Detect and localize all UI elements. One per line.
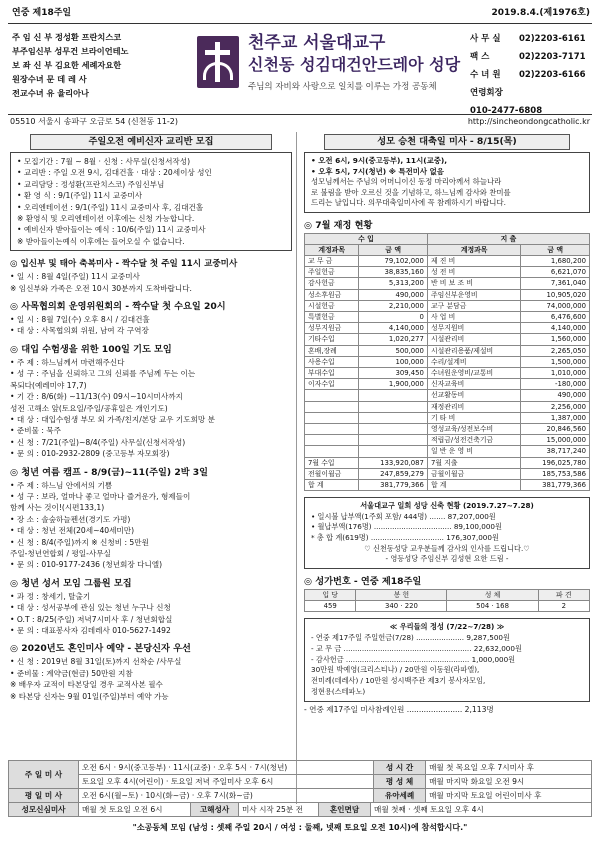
- contact-item: 연령회장 010-2477-6808: [470, 88, 543, 116]
- offering-box: ≪ 우리들의 정성 (7/22~7/28) ≫ - 연중 제17주일 주일헌금(7/28) ..................... 9,287,500원 - 교 무 금 ........................................................ 22,632,000원 - 감사헌금 ...................................................... 1,000,000원 30만원 박예영(크리스티나) / 20만원 이동원(라파엘), 전미례(데레사) / 10만원 성시백주관 제3기 봉사자모임, 정현용(스테파노): [304, 618, 590, 702]
- finance-row: 부대수입 309,450 수녀원운영비/교통비 1,010,000: [305, 367, 590, 378]
- mass-schedule-table: 주 일 미 사 오전 6시 · 9시(중고등부) · 11시(교중) · 오후 5시 · 7시(청년) 성 시 간 매월 첫 목요일 오후 7시미사 후 토요일 오후 4시(어린이) · 토요일 저녁 주일미사 오후 6시 평 성 체 매월 마지막 화요일 오전 9시 평 일 미 사 오전 6시(월~토) · 10시(화~금) · 오후 7시(화~금) 유아세례 매월 마지막 토요일 어린이미사 후: [8, 760, 592, 803]
- finance-row: 기 타 비 1,387,000: [305, 412, 590, 423]
- donation-box: 서울대교구 일회 성당 신축 현황 (2019.7.27~7.28) • 일시불 납부액(1주회 포함/ 444명) ....... 87,207,000원 • 월납부액(176명) .................................. 89,100,000원 * 총 합 계(619명) ................................ 176,307,000원 ♡ 신천동성당 교우분들께 감사의 인사를 드립니다.♡ - 영등성당 주임신부 김성현 요한 드림 -: [304, 497, 590, 569]
- pregnancy-mass-title: ◎ 입신부 및 태아 축복미사 - 짝수달 첫 주일 11시 교중미사: [10, 259, 238, 270]
- finance-row: 선교활동비 490,000: [305, 390, 590, 401]
- finance-row: 적립금/성전건축기금 15,000,000: [305, 435, 590, 446]
- staff-item: 주 임 신 부 정성환 프란치스코: [12, 32, 122, 42]
- finance-row: 이자수입 1,900,000 신자교육비 -180,000: [305, 379, 590, 390]
- hymn-title: ◎ 성가번호 - 연중 제18주일: [304, 575, 422, 587]
- catechumen-title: 주일오전 예비신자 교리반 모집: [30, 134, 272, 150]
- finance-row: 기타수입 1,020,277 시설관리비 1,560,000: [305, 334, 590, 345]
- homepage-link[interactable]: http://sincheondongcatholic.kr: [467, 117, 590, 126]
- parish-title-line2: 신천동 성김대건안드레아 성당: [248, 55, 461, 74]
- finance-row: 일 반 운 영 비 38,717,240: [305, 446, 590, 457]
- finance-row: 사용수입 100,000 수리/설계비 1,500,000: [305, 356, 590, 367]
- finance-row: 합 계 381,779,366 합 계 381,779,366: [305, 479, 590, 490]
- assumption-box: • 오전 6시, 9시(중고등부), 11시(교중), • 오후 5시, 7시(청년) ※ 특전미사 없음 성모님께서는 주님의 어머니이신 동정 마리아께서 하늘나라 로 불림을 받아 오르신 것을 기념하고, 하느님께 감사와 찬미를 드리는 날입니다. 의무대축일미사에 꼭 참례하시기 바랍니다.: [304, 152, 590, 213]
- finance-row: 성무지원금 4,140,000 성무지원비 4,140,000: [305, 323, 590, 334]
- contact-item: 사 무 실 02)2203-6161: [470, 34, 586, 44]
- address-text: 05510 서울시 송파구 오금로 54 (신천동 11-2): [10, 117, 179, 126]
- youth-camp-title: ◎ 청년 여름 캠프 - 8/9(금)~11(주일) 2박 3일: [10, 466, 209, 478]
- staff-item: 원장수녀 문 데 레 사: [12, 74, 87, 84]
- column-divider: [296, 132, 297, 804]
- contact-item: 수 녀 원 02)2203-6166: [470, 70, 586, 80]
- hymn-table: 입 당 봉 헌 성 체 파 견 459 340 · 220 504 · 168 2: [304, 589, 590, 612]
- bible-group-title: ◎ 청년 성서 모임 그룹원 모집: [10, 577, 132, 589]
- council-meeting-title: ◎ 사목협의회 운영위원회의 - 짝수달 첫 수요일 20시: [10, 301, 226, 313]
- finance-row: 시설헌금 2,210,000 교구 분담금 74,000,000: [305, 300, 590, 311]
- finance-row: 교 무 금 79,102,000 제 진 비 1,680,200: [305, 255, 590, 266]
- staff-list: [12, 30, 192, 100]
- issue-line: [12, 6, 590, 22]
- parish-title: [248, 32, 468, 76]
- finance-row: 혼배,장례 500,000 시설관리용품/제설비 2,265,050: [305, 345, 590, 356]
- parish-motto: 주님의 자비와 사랑으로 일치를 이루는 가정 공동체: [248, 82, 437, 92]
- finance-row: 전월이월금 247,859,279 금월이월금 185,753,586: [305, 468, 590, 479]
- finance-row: 감사헌금 5,313,200 반 비 보 조 비 7,361,040: [305, 278, 590, 289]
- mass-schedule: [8, 760, 592, 833]
- staff-item: 부주임신부 성무건 브라이언테노: [12, 46, 129, 56]
- small-community-note: "소공동체 모임 (남성 : 셋째 주일 20시 / 여성 : 둘째, 넷째 토요일 오전 10시)에 참석합시다.": [132, 823, 468, 832]
- issue-sunday: 연중 제18주일: [12, 8, 72, 18]
- right-column: 성모 승천 대축일 미사 - 8/15(목) • 오전 6시, 9시(중고등부), 11시(교중), • 오후 5시, 7시(청년) ※ 특전미사 없음 성모님께서는 주님의 어머니이신 동정 마리아께서 하늘나라 로 불림을 받아 오르신 것을 기념하고, 하느님께 감사와 찬미를 드리는 날입니다. 의무대축일미사에 꼭 참례하시기 바랍니다. ◎ 7월 재정 현황 수 입 지 출 계정과목 금 액 계정과목 금 액 교 무 금 79,102,000 제 진 비 1,680,200 주일헌금 38,835,160 성 전 비 6,621,070 감사헌금 5,313,200 반 비 보 조 비 7,361,040 성소후원금 490,000 주임신부운영비 10,905,020 시설헌금 2,210,000 교구 분담금 74,000,000 특별헌금 0 사 업 비 6,476,600 성무지원금 4,140,000 성무지원비 4,140,000 기타수입 1,020,277 시설관리비 1,560,000 혼배,장례 500,000 시설관리용품/제설비 2,265,050 사용수입 100,000 수리/설계비 1,500,000 부대수입 309,450 수녀원운영비/교통비 1,010,000 이자수입 1,900,000 신자교육비 -180,000 선교활동비 490,000 재정관리비 2,256,000 기 타 비 1,387,000 영성교육/성전보수비 20,846,560 적립금/성전건축기금 15,000,000 일 반 운 영 비 38,717,240 7월 수입 133,920,087 7월 지출 196,025,780 전월이월금 247,859,279 금월이월금 185,753,586 합 계 381,779,366 합 계 381,779,366 서울대교구 일회 성당 신축 현황 (2019.7.27~7.28) • 일시불 납부액(1주회 포함/ 444명) ....... 87,207,000원 • 월납부액(176명) .................................. 89,100,000원 * 총 합 계(619명) ................................ 176,307,000원 ♡ 신천동성당 교우분들께 감사의 인사를 드립니다.♡ - 영등성당 주임신부 김성현 요한 드림 - ◎ 성가번호 - 연중 제18주일 입 당 봉 헌 성 체 파 견 459 340 · 220 504 · 168 2 ≪ 우리들의 정성 (7/22~7/28) ≫ - 연중 제17주일 주일헌금(7/28) ..................... 9,287,500원 - 교 무 금 ........................................................ 22,632,000원 - 감사헌금 ...................................................... 1,000,000원 30만원 박예영(크리스티나) / 20만원 이동원(라파엘), 전미례(데레사) / 10만원 성시백주관 제3기 봉사자모임, 정현용(스테파노) - 연중 제17주일 미사참례인원 ....................... 2,113명: [304, 134, 590, 715]
- contact-item: 팩 스 02)2203-7171: [470, 52, 586, 62]
- address-line: [10, 117, 590, 127]
- left-column: 주일오전 예비신자 교리반 모집 • 모집기간 : 7월 ~ 8월 · 신청 : 사무실(신청서작성) • 교리반 : 주일 오전 9시, 김대건홀 · 대상 : 20세이상 성인 • 교리담당 : 정성환(프란치스코) 주임신부님 • 환 영 식 : 9/1(주일) 11시 교중미사 • 오리엔테이션 : 9/1(주일) 11시 교중미사 후, 김대건홀 ※ 환영식 및 오리엔테이션 이후에는 신청 가능합니다. • 예비신자 받아들이는 예식 : 10/6(주일) 11시 교중미사 ※ 받아들이는예식 이후에는 들어오실 수 없습니다. ◎ 입신부 및 태아 축복미사 - 짝수달 첫 주일 11시 교중미사 • 일 시 : 8월 4일(주일) 11시 교중미사 ※ 임신부와 가족은 오전 10시 30분까지 도착바랍니다. ◎ 사목협의회 운영위원회의 - 짝수달 첫 수요일 20시 • 일 시 : 8월 7일(수) 오후 8시 / 김대건홀 • 대 상 : 사목협의회 위원, 남여 각 구역장 ◎ 대입 수험생을 위한 100일 기도 모임 • 주 제 : 하느님께서 마련해주신다 • 성 구 : 주님을 신뢰하고 그의 신뢰를 주님께 두는 이는 복되다(예레미야 17,7) • 기 간 : 8/6(화) ~11/13(수) 09시~10시미사까지 성전 고해소 앞(토요일/주일/공휴일은 개인기도) • 대 상 : 대입수험생 부모 외 가족/친지/본당 교우 기도희망 분 • 준비물 : 묵주 • 신 청 : 7/21(주일)~8/4(주일) 사무실(신청서작성) • 문 의 : 010-2932-2809 (중고등부 자모회장) ◎ 청년 여름 캠프 - 8/9(금)~11(주일) 2박 3일 • 주 제 : 하느님 안에서의 기쁨 • 성 구 : 보라, 얼마나 좋고 얼마나 즐거운가, 형제들이 함께 사는 것이!(시편133,1) • 장 소 : 솔숲하늘펜션(경기도 가평) • 대 상 : 청년 전체(20세~40세미만) • 신 청 : 8/4(주일)까지 ※ 신청비 : 5만원 주일-청년연합회 / 평일-사무실 • 문 의 : 010-9177-2436 (청년회장 다니엘) ◎ 청년 성서 모임 그룹원 모집 • 과 정 : 창세기, 탈출기 • 대 상 : 성서공부에 관심 있는 청년 누구나 신청 • O.T : 8/25(주일) 저녁7시미사 후 / 청년회합실 • 문 의 : 대표봉사자 김데레사 010-5627-1492 ◎ 2020년도 혼인미사 예약 - 본당신자 우선 • 신 청 : 2019년 8월 31일(토)까지 선착순 /사무실 • 준비물 : 계약금(현금) 50만원 지참 ※ 배우자 교적이 타본당일 경우 교적사본 필수 ※ 타본당 신자는 9월 01일(주일)부터 예약 가능: [10, 134, 292, 702]
- finance-row: 주일헌금 38,835,160 성 전 비 6,621,070: [305, 267, 590, 278]
- finance-row: 성소후원금 490,000 주임신부운영비 10,905,020: [305, 289, 590, 300]
- assumption-title: 성모 승천 대축일 미사 - 8/15(목): [324, 134, 570, 150]
- finance-title: ◎ 7월 재정 현황: [304, 219, 373, 231]
- finance-row: 7월 수입 133,920,087 7월 지출 196,025,780: [305, 457, 590, 468]
- finance-row: 영성교육/성전보수비 20,846,560: [305, 423, 590, 434]
- finance-table: 수 입 지 출 계정과목 금 액 계정과목 금 액 교 무 금 79,102,000 제 진 비 1,680,200 주일헌금 38,835,160 성 전 비 6,621,070 감사헌금 5,313,200 반 비 보 조 비 7,361,040 성소후원금 490,000 주임신부운영비 10,905,020 시설헌금 2,210,000 교구 분담금 74,000,000 특별헌금 0 사 업 비 6,476,600 성무지원금 4,140,000 성무지원비 4,140,000 기타수입 1,020,277 시설관리비 1,560,000 혼배,장례 500,000 시설관리용품/제설비 2,265,050 사용수입 100,000 수리/설계비 1,500,000 부대수입 309,450 수녀원운영비/교통비 1,010,000 이자수입 1,900,000 신자교육비 -180,000 선교활동비 490,000 재정관리비 2,256,000 기 타 비 1,387,000 영성교육/성전보수비 20,846,560 적립금/성전건축기금 15,000,000 일 반 운 영 비 38,717,240 7월 수입 133,920,087 7월 지출 196,025,780 전월이월금 247,859,279 금월이월금 185,753,586 합 계 381,779,366 합 계 381,779,366: [304, 233, 590, 492]
- issue-date: 2019.8.4.(제1976호): [491, 8, 590, 18]
- contact-list: [470, 30, 590, 120]
- header: [8, 23, 592, 115]
- finance-row: 특별헌금 0 사 업 비 6,476,600: [305, 311, 590, 322]
- exam-prayer-title: ◎ 대입 수험생을 위한 100일 기도 모임: [10, 343, 172, 355]
- parish-logo: [197, 36, 239, 88]
- staff-item: 전교수녀 유 율리아나: [12, 88, 89, 98]
- wedding-reservation-title: ◎ 2020년도 혼인미사 예약 - 본당신자 우선: [10, 643, 191, 655]
- parish-title-line1: 천주교 서울대교구: [248, 33, 386, 53]
- catechumen-box: • 모집기간 : 7월 ~ 8월 · 신청 : 사무실(신청서작성) • 교리반 : 주일 오전 9시, 김대건홀 · 대상 : 20세이상 성인 • 교리담당 : 정성환(프란치스코) 주임신부님 • 환 영 식 : 9/1(주일) 11시 교중미사 • 오리엔테이션 : 9/1(주일) 11시 교중미사 후, 김대건홀 ※ 환영식 및 오리엔테이션 이후에는 신청 가능합니다. • 예비신자 받아들이는 예식 : 10/6(주일) 11시 교중미사 ※ 받아들이는예식 이후에는 들어오실 수 없습니다.: [10, 152, 292, 251]
- finance-row: 재정관리비 2,256,000: [305, 401, 590, 412]
- staff-item: 보 좌 신 부 김요한 세례자요한: [12, 60, 122, 70]
- mass-schedule-table-last: 성모신심미사 매월 첫 토요일 오전 6시 고해성사 미사 시작 25분 전 혼인면담 매월 첫째 · 셋째 토요일 오후 4시: [8, 802, 592, 817]
